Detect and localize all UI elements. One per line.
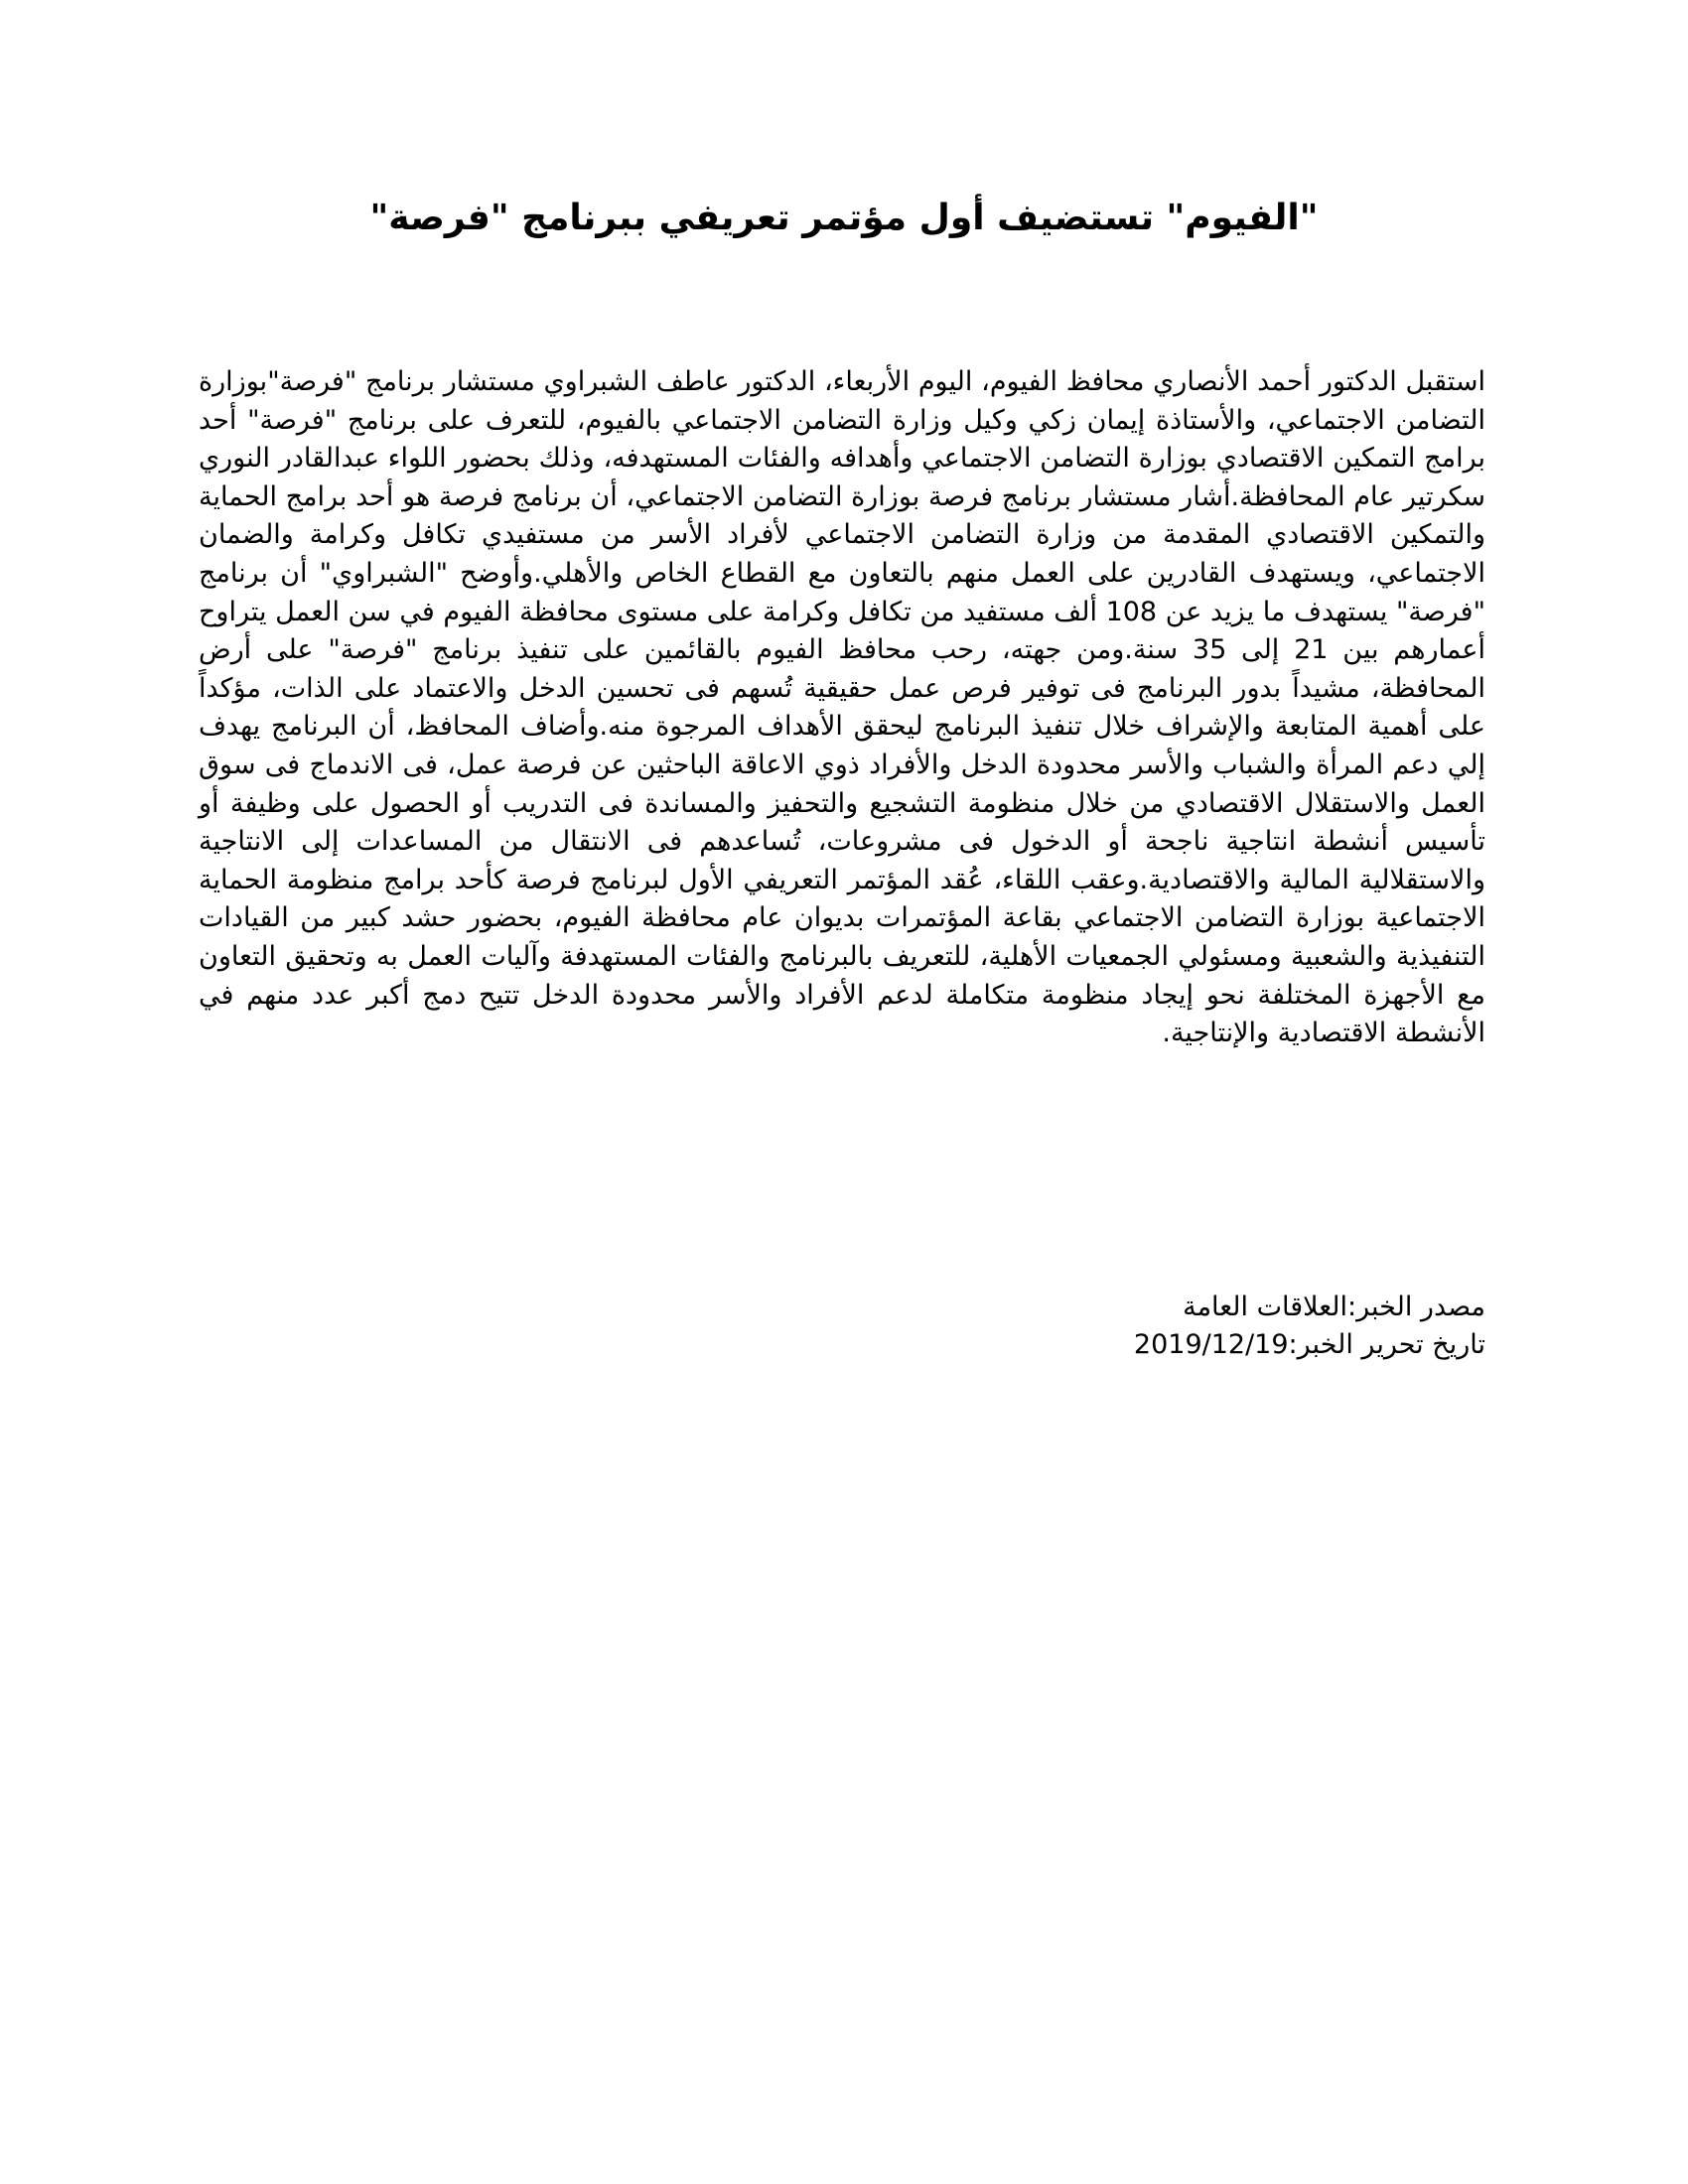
article-body: استقبل الدكتور أحمد الأنصاري محافظ الفيوم، اليوم الأربعاء، الدكتور عاطف الشبراوي مستشار برنامج "فرصة"بوزارة التضامن الاجتماعي، والأستاذة إيمان زكي وكيل وزارة التضامن الاجتماعي بالفيوم، للتعرف على برنامج "فرصة" أحد برامج التمكين الاقتصادي بوزارة التضامن الاجتماعي وأهدافه والفئات المستهدفه، وذلك بحضور اللواء عبدالقادر النوري سكرتير عام المحافظة.أشار مستشار برنامج فرصة بوزارة التضامن الاجتماعي، أن برنامج فرصة هو أحد برامج الحماية والتمكين الاقتصادي المقدمة من وزارة التضامن الاجتماعي لأفراد الأسر من مستفيدي تكافل وكرامة والضمان الاجتماعي، ويستهدف القادرين على العمل منهم بالتعاون مع القطاع الخاص والأهلي.وأوضح "الشبراوي" أن برنامج "فرصة" يستهدف ما يزيد عن 108 ألف مستفيد من تكافل وكرامة على مستوى محافظة الفيوم في سن العمل يتراوح أعمارهم بين 21 إلى 35 سنة.ومن جهته، رحب محافظ الفيوم بالقائمين على تنفيذ برنامج "فرصة" على أرض المحافظة، مشيداً بدور البرنامج فى توفير فرص عمل حقيقية تُسهم فى تحسين الدخل والاعتماد على الذات، مؤكداً على أهمية المتابعة والإشراف خلال تنفيذ البرنامج ليحقق الأهداف المرجوة منه.وأضاف المحافظ، أن البرنامج يهدف إلي دعم المرأة والشباب والأسر محدودة الدخل والأفراد ذوي الاعاقة الباحثين عن فرصة عمل، فى الاندماج فى سوق العمل والاستقلال الاقتصادي من خلال منظومة التشجيع والتحفيز والمساندة فى التدريب أو الحصول على وظيفة أو تأسيس أنشطة انتاجية ناجحة أو الدخول فى مشروعات، تُساعدهم فى الانتقال من المساعدات إلى الانتاجية والاستقلالية المالية والاقتصادية.وعقب اللقاء، عُقد المؤتمر التعريفي الأول لبرنامج فرصة كأحد برامج منظومة الحماية الاجتماعية بوزارة التضامن الاجتماعي بقاعة المؤتمرات بديوان عام محافظة الفيوم، بحضور حشد كبير من القيادات التنفيذية والشعبية ومسئولي الجمعيات الأهلية، للتعريف بالبرنامج والفئات المستهدفة وآليات العمل به وتحقيق التعاون مع الأجهزة المختلفة نحو إيجاد منظومة متكاملة لدعم الأفراد والأسر محدودة الدخل تتيح دمج أكبر عدد منهم في الأنشطة الاقتصادية والإنتاجية. — [199, 366, 1486, 1049]
edit-date: تاريخ تحرير الخبر:2019/12/19 — [1133, 1329, 1485, 1360]
article-meta — [199, 1289, 1485, 1364]
news-source: مصدر الخبر:العلاقات العامة — [1183, 1292, 1485, 1322]
page-title: "الفيوم" تستضيف أول مؤتمر تعريفي ببرنامج "فرصة" — [369, 198, 1319, 238]
